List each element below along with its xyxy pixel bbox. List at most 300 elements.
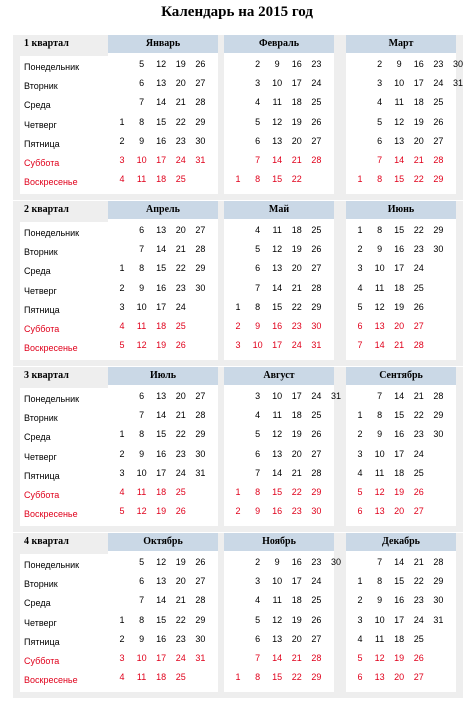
day-number: 15 — [394, 576, 405, 587]
day-number: 27 — [195, 78, 206, 89]
day-number: 8 — [377, 576, 383, 587]
day-number: 13 — [156, 78, 167, 89]
month-block — [346, 533, 456, 692]
day-number: 11 — [374, 467, 385, 478]
day-number: 19 — [156, 506, 167, 517]
day-number: 3 — [119, 155, 125, 165]
day-number: 26 — [433, 116, 444, 127]
day-number: 17 — [394, 614, 405, 625]
day-number: 5 — [255, 429, 261, 440]
day-number: 24 — [311, 576, 322, 587]
day-number: 1 — [235, 301, 241, 312]
day-number: 6 — [357, 321, 363, 331]
weekday-label: Среда — [24, 100, 51, 111]
day-number: 14 — [272, 155, 283, 165]
day-number: 3 — [357, 263, 363, 274]
day-number: 16 — [291, 59, 302, 69]
day-number: 14 — [156, 410, 167, 421]
day-number: 7 — [139, 97, 145, 108]
day-number: 24 — [413, 263, 424, 274]
day-number: 28 — [195, 97, 206, 108]
day-number: 5 — [357, 301, 363, 312]
weekday-label: Воскресенье — [24, 509, 78, 520]
day-number: 4 — [357, 633, 363, 644]
day-number: 3 — [357, 614, 363, 625]
day-number: 23 — [291, 321, 302, 331]
day-number: 27 — [311, 633, 322, 644]
day-number: 23 — [433, 59, 444, 69]
day-number: 2 — [119, 282, 125, 293]
day-number: 23 — [175, 633, 186, 644]
day-number: 7 — [377, 155, 383, 165]
day-number: 3 — [255, 576, 261, 587]
day-number: 10 — [136, 653, 147, 663]
day-number: 20 — [291, 633, 302, 644]
day-number: 22 — [291, 672, 302, 683]
day-number: 6 — [255, 448, 261, 459]
day-number: 15 — [394, 225, 405, 235]
day-number: 25 — [311, 97, 322, 108]
month-block — [108, 35, 218, 194]
day-number: 20 — [291, 135, 302, 146]
day-number: 4 — [119, 321, 125, 331]
day-number: 17 — [394, 448, 405, 459]
day-number: 13 — [374, 672, 385, 683]
day-number: 12 — [272, 244, 283, 255]
day-number: 2 — [357, 429, 363, 440]
day-number: 15 — [156, 116, 167, 127]
day-number: 28 — [195, 244, 206, 255]
day-number: 31 — [452, 78, 463, 89]
day-number: 30 — [311, 321, 322, 331]
day-number: 25 — [175, 174, 186, 185]
day-number: 17 — [394, 263, 405, 274]
day-number: 20 — [413, 135, 424, 146]
day-number: 20 — [394, 506, 405, 517]
day-number: 2 — [119, 135, 125, 146]
day-number: 2 — [377, 59, 383, 69]
day-number: 29 — [311, 487, 322, 497]
day-number: 11 — [374, 633, 385, 644]
day-number: 14 — [394, 155, 405, 165]
weekday-label: Суббота — [24, 656, 60, 666]
day-number: 23 — [175, 282, 186, 293]
day-number: 2 — [255, 557, 261, 567]
day-number: 5 — [255, 614, 261, 625]
day-number: 1 — [357, 410, 363, 421]
weekday-column — [20, 388, 112, 526]
day-number: 8 — [377, 410, 383, 421]
day-number: 19 — [291, 614, 302, 625]
day-number: 2 — [255, 59, 261, 69]
day-number: 7 — [255, 282, 261, 293]
day-number: 15 — [156, 429, 167, 440]
day-number: 5 — [377, 116, 383, 127]
day-number: 6 — [139, 576, 145, 587]
day-number: 12 — [374, 301, 385, 312]
day-number: 6 — [377, 135, 383, 146]
day-number: 12 — [374, 653, 385, 663]
day-number: 13 — [272, 633, 283, 644]
day-number: 17 — [156, 155, 167, 165]
day-number: 18 — [291, 410, 302, 421]
day-number: 27 — [413, 672, 424, 683]
day-number: 30 — [433, 429, 444, 440]
day-number: 25 — [175, 487, 186, 497]
day-number: 10 — [374, 448, 385, 459]
day-number: 14 — [272, 467, 283, 478]
day-number: 16 — [156, 282, 167, 293]
day-number: 16 — [156, 633, 167, 644]
month-block — [108, 533, 218, 692]
day-number: 4 — [255, 595, 261, 606]
day-number: 26 — [311, 614, 322, 625]
day-number: 9 — [377, 429, 383, 440]
day-number: 23 — [175, 135, 186, 146]
day-number: 25 — [413, 467, 424, 478]
day-number: 12 — [374, 487, 385, 497]
day-number: 10 — [272, 576, 283, 587]
day-number: 24 — [311, 391, 322, 401]
day-number: 3 — [235, 340, 241, 351]
day-number: 26 — [413, 301, 424, 312]
day-number: 20 — [394, 321, 405, 331]
day-number: 27 — [311, 448, 322, 459]
day-number: 14 — [156, 595, 167, 606]
day-number: 8 — [377, 174, 383, 185]
day-number: 22 — [413, 410, 424, 421]
day-number: 30 — [195, 135, 206, 146]
day-number: 17 — [272, 340, 283, 351]
month-name: Январь — [108, 35, 218, 53]
day-number: 9 — [396, 59, 402, 69]
day-number: 22 — [291, 301, 302, 312]
day-number: 14 — [394, 557, 405, 567]
day-number: 6 — [139, 78, 145, 89]
day-number: 24 — [175, 467, 186, 478]
day-number: 19 — [394, 301, 405, 312]
day-number: 1 — [119, 263, 125, 274]
day-number: 30 — [311, 506, 322, 517]
day-number: 27 — [311, 263, 322, 274]
day-number: 12 — [156, 59, 167, 69]
day-number: 18 — [413, 97, 424, 108]
day-number: 29 — [433, 225, 444, 235]
day-number: 13 — [374, 321, 385, 331]
day-number: 10 — [136, 467, 147, 478]
month-name: Февраль — [224, 35, 334, 53]
day-number: 7 — [255, 467, 261, 478]
day-number: 25 — [413, 633, 424, 644]
day-number: 8 — [139, 263, 145, 274]
day-number: 21 — [175, 97, 186, 108]
day-number: 23 — [413, 595, 424, 606]
day-number: 10 — [374, 263, 385, 274]
day-number: 4 — [119, 672, 125, 683]
day-number: 7 — [377, 391, 383, 401]
weekday-label: Воскресенье — [24, 675, 78, 686]
day-number: 21 — [291, 282, 302, 293]
day-number: 22 — [175, 263, 186, 274]
weekday-label: Вторник — [24, 579, 58, 590]
day-number: 24 — [413, 614, 424, 625]
day-number: 30 — [195, 282, 206, 293]
day-number: 7 — [255, 653, 261, 663]
day-number: 19 — [175, 557, 186, 567]
day-number: 19 — [175, 59, 186, 69]
day-number: 17 — [156, 301, 167, 312]
day-number: 12 — [272, 116, 283, 127]
day-number: 23 — [413, 429, 424, 440]
quarter-panel — [13, 367, 463, 532]
weekday-label: Четверг — [24, 119, 57, 130]
day-number: 15 — [272, 301, 283, 312]
day-number: 16 — [272, 506, 283, 517]
day-number: 2 — [235, 321, 241, 331]
day-number: 10 — [136, 155, 147, 165]
day-number: 21 — [394, 340, 405, 351]
day-number: 21 — [175, 410, 186, 421]
day-number: 11 — [136, 487, 147, 497]
day-number: 11 — [272, 225, 282, 235]
day-number: 25 — [433, 97, 444, 108]
day-number: 20 — [291, 448, 302, 459]
day-number: 9 — [274, 557, 280, 567]
day-number: 28 — [311, 155, 322, 165]
day-number: 6 — [357, 672, 363, 683]
month-name: Ноябрь — [224, 533, 334, 551]
day-number: 13 — [156, 576, 167, 587]
day-number: 16 — [394, 244, 405, 255]
day-number: 8 — [255, 672, 261, 683]
day-number: 25 — [311, 595, 322, 606]
page-title: Календарь на 2015 год — [161, 4, 313, 20]
day-number: 6 — [255, 263, 261, 274]
day-number: 18 — [291, 97, 302, 108]
day-number: 7 — [357, 340, 363, 351]
month-block — [224, 35, 334, 194]
weekday-label: Суббота — [24, 490, 60, 500]
day-number: 21 — [175, 595, 186, 606]
day-number: 8 — [139, 614, 145, 625]
weekday-label: Понедельник — [24, 560, 80, 570]
day-number: 18 — [291, 225, 302, 235]
day-number: 28 — [195, 595, 206, 606]
day-number: 19 — [156, 340, 167, 351]
day-number: 8 — [377, 225, 383, 235]
day-number: 15 — [272, 672, 283, 683]
day-number: 4 — [255, 410, 261, 421]
day-number: 28 — [311, 282, 322, 293]
day-number: 5 — [357, 653, 363, 663]
day-number: 25 — [413, 282, 424, 293]
day-number: 14 — [394, 391, 405, 401]
day-number: 16 — [272, 321, 283, 331]
weekday-label: Четверг — [24, 451, 57, 462]
weekday-label: Пятница — [24, 138, 60, 149]
day-number: 25 — [175, 321, 186, 331]
month-name: Сентябрь — [346, 367, 456, 385]
day-number: 18 — [394, 467, 405, 478]
day-number: 20 — [175, 576, 186, 587]
day-number: 16 — [291, 557, 302, 567]
day-number: 12 — [394, 116, 405, 127]
day-number: 23 — [291, 506, 302, 517]
day-number: 24 — [311, 78, 322, 89]
quarter-panel — [13, 35, 463, 200]
day-number: 1 — [235, 672, 241, 683]
day-number: 27 — [433, 135, 444, 146]
day-number: 6 — [255, 633, 261, 644]
day-number: 6 — [255, 135, 261, 146]
month-block — [224, 533, 341, 692]
weekday-column — [20, 222, 112, 360]
day-number: 31 — [195, 653, 206, 663]
day-number: 10 — [136, 301, 147, 312]
day-number: 19 — [291, 244, 302, 255]
day-number: 13 — [272, 448, 283, 459]
day-number: 2 — [357, 244, 363, 255]
month-block — [224, 367, 341, 526]
day-number: 3 — [255, 78, 261, 89]
quarter-panel — [13, 201, 463, 366]
day-number: 12 — [136, 506, 147, 517]
day-number: 24 — [291, 340, 302, 351]
weekday-label: Понедельник — [24, 228, 80, 238]
day-number: 7 — [255, 155, 261, 165]
day-number: 10 — [394, 78, 405, 89]
day-number: 12 — [272, 614, 283, 625]
day-number: 25 — [311, 225, 322, 235]
day-number: 2 — [119, 633, 125, 644]
day-number: 19 — [394, 487, 405, 497]
month-name: Июль — [108, 367, 218, 385]
day-number: 1 — [119, 614, 125, 625]
day-number: 8 — [139, 429, 145, 440]
day-number: 27 — [195, 391, 206, 401]
day-number: 20 — [394, 672, 405, 683]
day-number: 4 — [357, 467, 363, 478]
day-number: 16 — [394, 595, 405, 606]
day-number: 13 — [272, 263, 283, 274]
day-number: 30 — [433, 244, 444, 255]
day-number: 27 — [413, 321, 424, 331]
day-number: 1 — [235, 174, 241, 185]
day-number: 15 — [272, 174, 283, 185]
day-number: 15 — [156, 263, 167, 274]
weekday-label: Пятница — [24, 470, 60, 481]
day-number: 8 — [255, 174, 261, 185]
day-number: 26 — [175, 506, 186, 517]
day-number: 3 — [119, 301, 125, 312]
day-number: 9 — [139, 135, 145, 146]
day-number: 26 — [311, 244, 322, 255]
day-number: 29 — [311, 672, 322, 683]
weekday-label: Вторник — [24, 247, 58, 258]
day-number: 20 — [175, 78, 186, 89]
day-number: 22 — [175, 614, 186, 625]
day-number: 15 — [156, 614, 167, 625]
month-block — [346, 367, 456, 526]
day-number: 7 — [377, 557, 383, 567]
day-number: 17 — [413, 78, 424, 89]
day-number: 2 — [235, 506, 241, 517]
day-number: 11 — [136, 672, 147, 683]
day-number: 10 — [252, 340, 263, 351]
weekday-label: Суббота — [24, 158, 60, 168]
day-number: 1 — [357, 225, 363, 235]
day-number: 30 — [433, 595, 444, 606]
day-number: 4 — [377, 97, 383, 108]
day-number: 21 — [291, 467, 302, 478]
weekday-label: Четверг — [24, 617, 57, 628]
month-name: Июнь — [346, 201, 456, 219]
day-number: 29 — [433, 576, 444, 587]
day-number: 21 — [175, 244, 186, 255]
month-block — [346, 201, 456, 360]
day-number: 3 — [119, 653, 125, 663]
day-number: 23 — [311, 59, 322, 69]
quarter-label: 3 квартал — [24, 370, 69, 381]
weekday-label: Среда — [24, 598, 51, 609]
quarter-panel — [13, 533, 463, 698]
day-number: 28 — [311, 653, 322, 663]
day-number: 30 — [195, 448, 206, 459]
weekday-label: Суббота — [24, 324, 60, 334]
day-number: 1 — [357, 576, 363, 587]
day-number: 27 — [413, 506, 424, 517]
day-number: 18 — [394, 633, 405, 644]
day-number: 31 — [330, 391, 341, 401]
day-number: 18 — [156, 672, 167, 683]
day-number: 28 — [413, 340, 424, 351]
day-number: 4 — [119, 174, 125, 185]
day-number: 3 — [377, 78, 383, 89]
day-number: 13 — [374, 506, 385, 517]
day-number: 19 — [291, 116, 302, 127]
day-number: 5 — [255, 244, 261, 255]
day-number: 24 — [433, 78, 444, 89]
day-number: 18 — [156, 174, 167, 185]
quarter-label: 4 квартал — [24, 536, 69, 547]
day-number: 21 — [413, 557, 424, 567]
day-number: 9 — [139, 282, 145, 293]
month-name: Декабрь — [346, 533, 456, 551]
day-number: 26 — [311, 429, 322, 440]
day-number: 7 — [139, 244, 145, 255]
day-number: 31 — [195, 155, 206, 165]
day-number: 30 — [330, 557, 341, 567]
day-number: 13 — [394, 135, 405, 146]
day-number: 21 — [413, 155, 424, 165]
day-number: 12 — [272, 429, 283, 440]
weekday-label: Вторник — [24, 413, 58, 424]
day-number: 3 — [357, 448, 363, 459]
day-number: 21 — [413, 391, 424, 401]
day-number: 22 — [291, 487, 302, 497]
day-number: 26 — [413, 487, 424, 497]
day-number: 14 — [374, 340, 385, 351]
day-number: 16 — [156, 135, 167, 146]
day-number: 18 — [291, 595, 302, 606]
day-number: 21 — [291, 155, 302, 165]
day-number: 28 — [311, 467, 322, 478]
day-number: 8 — [139, 116, 145, 127]
day-number: 20 — [175, 225, 186, 235]
day-number: 1 — [357, 174, 363, 185]
weekday-label: Вторник — [24, 81, 58, 92]
day-number: 24 — [175, 301, 186, 312]
